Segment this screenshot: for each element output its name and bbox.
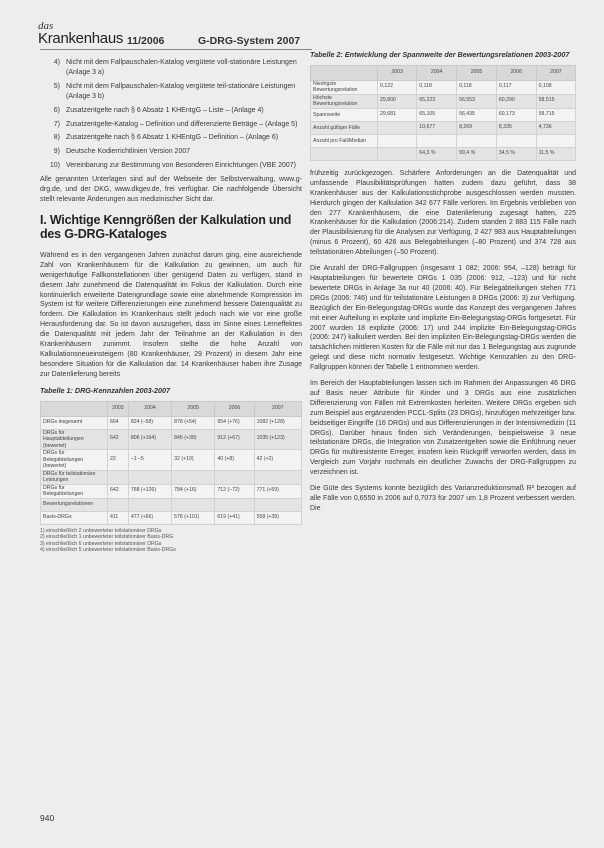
- table-row: Anzahl gültiger Fälle 10,677 8,269 8,335 4,736: [311, 121, 576, 134]
- footnote: 2) einschließlich 1 unbewerteter teilstationärer Basis-DRG: [40, 534, 174, 541]
- table-row: DRGs für Belegabteilungen 642 768 (+126) 784 (+16) 712 (–72) 771 (+59): [41, 484, 302, 498]
- journal-logo: [38, 22, 123, 46]
- logo-krankenhaus: Krankenhaus: [38, 29, 124, 47]
- table-row: Höchste Bewertungsrelation 29,800 65,223 56,553 60,290 58,515: [311, 94, 576, 108]
- column-header: 2006: [496, 65, 536, 80]
- column-header: 2003: [108, 401, 129, 416]
- body-paragraph: Die Güte des Systems konnte bezüglich des Varianzreduktionsmaß R² bezogen auf alle Fälle von 0,6550 in 2006 auf 0,7073 für 2007 um 1,8 Prozent verbessert werden. Die: [310, 485, 576, 512]
- table-row: 64,3 % 99,4 % 34,5 % 11,5 %: [311, 147, 576, 160]
- section-heading: I. Wichtige Kenngrößen der Kalkulation und des G-DRG-Kataloges: [40, 212, 292, 241]
- table-row: DRGs für Belegabteilungen (bewertet) 22 –1 –5 32 (+10) 40 (+8) 42 (+2): [41, 450, 302, 471]
- column-header: 2003: [378, 65, 417, 80]
- list-item: 8) Zusatzentgelte nach § 6 Absatz 1 KHEntgG – Definition – (Anlage 6): [53, 134, 279, 142]
- list-item: 10) Vereinbarung zur Bestimmung von Besonderen Einrichtungen (VBE 2007): [49, 162, 296, 170]
- logo-das: das: [38, 20, 54, 32]
- footnote: 3) einschließlich 6 unbewerteter teilstationärer DRGs: [40, 540, 162, 547]
- column-header: 2006: [215, 401, 254, 416]
- body-paragraph: Alle genannten Unterlagen sind auf der Webseite der Selbstverwaltung, www.g-drg.de, und der DKG, www.dkgev.de, frei verfügbar. Die nachfolgende Übersicht stellt relevante Änderungen aus medizinischer Sicht dar.: [40, 176, 302, 203]
- table1-footnotes: [40, 528, 302, 554]
- table2-bewertungsrelationen: [310, 65, 576, 161]
- body-paragraph: Die Anzahl der DRG-Fallgruppen (insgesamt 1 082; 2006: 954, –128) beträgt für Hauptabteilungen für bewertete DRGs 1 035 (2006: 912, –123) und für nicht bewertete DRGs in Anlage 3a nur 40 (2006: 40). Für Belegabteilungen stehen 771 DRGs (2006: 746) und für teilstationäre Leistungen 8 DRGs (2006: 3) zur Verfügung. Bezüglich der Ein-Belegungstag-DRGs wurde das Konzept des vergangenen Jahres mit einer Aufteilung in explizite und implizite Ein-Belegungstag-DRGs fortgesetzt. Für 2007 wurden 18 explizite (2006: 17) und 244 implizite Ein-Belegungstag-DRGs (2006: 247) kalkuliert werden. Bei den impliziten Ein-Belegungstag-DRGs werden die tatsächlichen mittleren Kosten für die Fälle mit nur das 1 Belegungstag aus zugrunde gelegt und diese nicht normativ festgesetzt. Wichtige Kennzahlen zu den DRG-Fallgruppen können der Tabelle 1 entnommen werden.: [310, 265, 576, 372]
- table-row: Niedrigste Bewertungsrelation 0,122 0,118 0,118 0,117 0,108: [311, 80, 576, 94]
- list-item: 6) Zusatzentgelte nach § 6 Absatz 1 KHEntgG – Liste – (Anlage 4): [53, 106, 264, 114]
- column-header: 2005: [457, 65, 497, 80]
- table-row: Spannweite 29,681 65,105 56,435 60,173 58,715: [311, 108, 576, 121]
- running-title: G-DRG-System 2007: [198, 35, 301, 47]
- column-header: 2007: [536, 65, 575, 80]
- table-row: DRGs für teilstationäre Leistungen: [41, 470, 302, 484]
- table1-drg-kennzahlen: [40, 401, 302, 525]
- right-column: [310, 50, 576, 520]
- footnote: 4) einschließlich 5 unbewerteter teilstationärer Basis-DRGs: [40, 547, 176, 554]
- list-item: 7) Zusatzentgelte-Katalog – Definition und differenzierte Beträge – (Anlage 5): [53, 120, 298, 128]
- column-header: 2007: [254, 401, 301, 416]
- body-paragraph: Im Bereich der Hauptabteilungen lassen sich im Rahmen der Anpassungen 46 DRG auf Basis neuer Attribute für Kinder und 3 DRGs aus eine zusätzlichen Differenzierung von Fällen mit Extremkosten herleiten. Weitere DRGs ergeben sich zum Beispiel aus ergänzenden PCCL-Splits (23 DRGs), hinzufügen mehrzeitiger bzw. beidseitiger Eingriffe (16 DRGs) und aus Differenzierungen in der Intensivmedizin (11 DRGs). Darüber hinaus finden sich Veränderungen, beispielsweise 3 neue teilstationäre DRGs, die Integration von Zusatzentgelten sowie die Einführung neuer DRGs für multiresistente Erreger, insofern kein Rückgriff verworfen werden, dass im Vergleich zum Vorjahr nochmals ein deutlicher Zuwachs der DRG-Fallgruppen zu verzeichnen ist.: [310, 380, 576, 477]
- issue-number: 11/2006: [127, 35, 165, 47]
- body-paragraph: Während es in den vergangenen Jahren zunächst darum ging, eine ausreichende Zahl von Krankenhäusern für die Kalkulation zu gewinnen, um auch für wenigerhäufige Fallkonstellationen über genügend Daten zu verfügen, stand in diesem Jahr zunehmend die Datenqualität im Fokus der Kalkulation. Durch eine kontinuierlich erweiterte Datengrundlage sowie eine abnehmende Kompression im System ist für weitere Differenzierungen eine zunehmend bessere Datenqualität zu fordern. Die Kalkulation im Krankenhaus stellt jedoch nach wie vor eine große Herausforderung dar. So ist davon auszugehen, dass im Sinne eines Lerneffektes die Datenqualität mit jedem Jahr der Teilnahme an der Kalkulation in den Krankenhäusern zunimmt. Insofern stellte die hohe Anzahl von Kalkulationsneueinsteigern (80 Krankenhäuser, 29 Prozent) in diesem Jahr eine besondere Situation für die Kalkulation dar. 14 Krankenhäuser haben ihre Zusage zur Datenlieferung bereits: [40, 251, 302, 378]
- table-header-row: [311, 65, 576, 80]
- table-row: Bewertungsrelationen: [41, 498, 302, 511]
- left-column: [40, 58, 302, 554]
- list-item: 5) Nicht mit dem Fallpauschalen-Katalog vergütete teil-stationäre Leistungen (Anlage 3 b): [53, 82, 296, 100]
- table-row: DRGs für Hauptabteilungen (bewertet) 642 806 (+164) 845 (+39) 912 (+67) 1035 (+123): [41, 429, 302, 450]
- table-row: Basis-DRGs 411 477 (+66) 578 (+101) 619 (+41) 558 (+39): [41, 511, 302, 524]
- table-row: Anzahl pro Fall/Median: [311, 134, 576, 147]
- footnote: 1) einschließlich 2 unbewerteter teilstationärer DRGs: [40, 527, 162, 534]
- column-header: 2005: [172, 401, 215, 416]
- column-header: 2004: [128, 401, 171, 416]
- list-item: 4) Nicht mit dem Fallpauschalen-Katalog vergütete voll-stationäre Leistungen (Anlage 3 a): [53, 59, 297, 76]
- document-list: [40, 58, 302, 171]
- header-rule: [40, 49, 312, 50]
- page-number: 940: [40, 813, 55, 823]
- table-header-row: [41, 401, 302, 416]
- table2-caption: Tabelle 2: Entwicklung der Spannweite der Bewertungsrelationen 2003-2007: [310, 50, 570, 59]
- table1-caption: Tabelle 1: DRG-Kennzahlen 2003-2007: [40, 385, 170, 395]
- list-item: 9) Deutsche Kodierrichtlinien Version 2007: [53, 148, 191, 156]
- table-row: DRGs insgesamt 664 824 (–58) 878 (+54) 954 (+76) 1082 (+128): [41, 416, 302, 429]
- column-header: 2004: [417, 65, 457, 80]
- body-paragraph: frühzeitig zurückgezogen. Schärfere Anforderungen an die Datenqualität und umfassende Plausibilitätsprüfungen hatten zudem dazu geführt, dass 38 Krankenhäuser aus der Kalkulationsstichprobe ausgeschlossen werden mussten. Hierdurch gingen der Kalkulation 342 677 Fälle verloren. Im Ergebnis verblieben von den 277 Krankenhäusern, die eine Datenlieferung zugesagt hatten, 225 Krankenhäuser für die Kalkulation (2006:214). Zudem standen 2 883 115 Fälle nach der Plausibilisierung für die Analysen zur Verfügung, 2 427 983 aus Hauptabteilungen (minus 6 Prozent), 60 426 aus Belegabteilungen (–80 Prozent) und 374 728 aus teilstationären Abteilungen (–50 Prozent).: [310, 169, 576, 257]
